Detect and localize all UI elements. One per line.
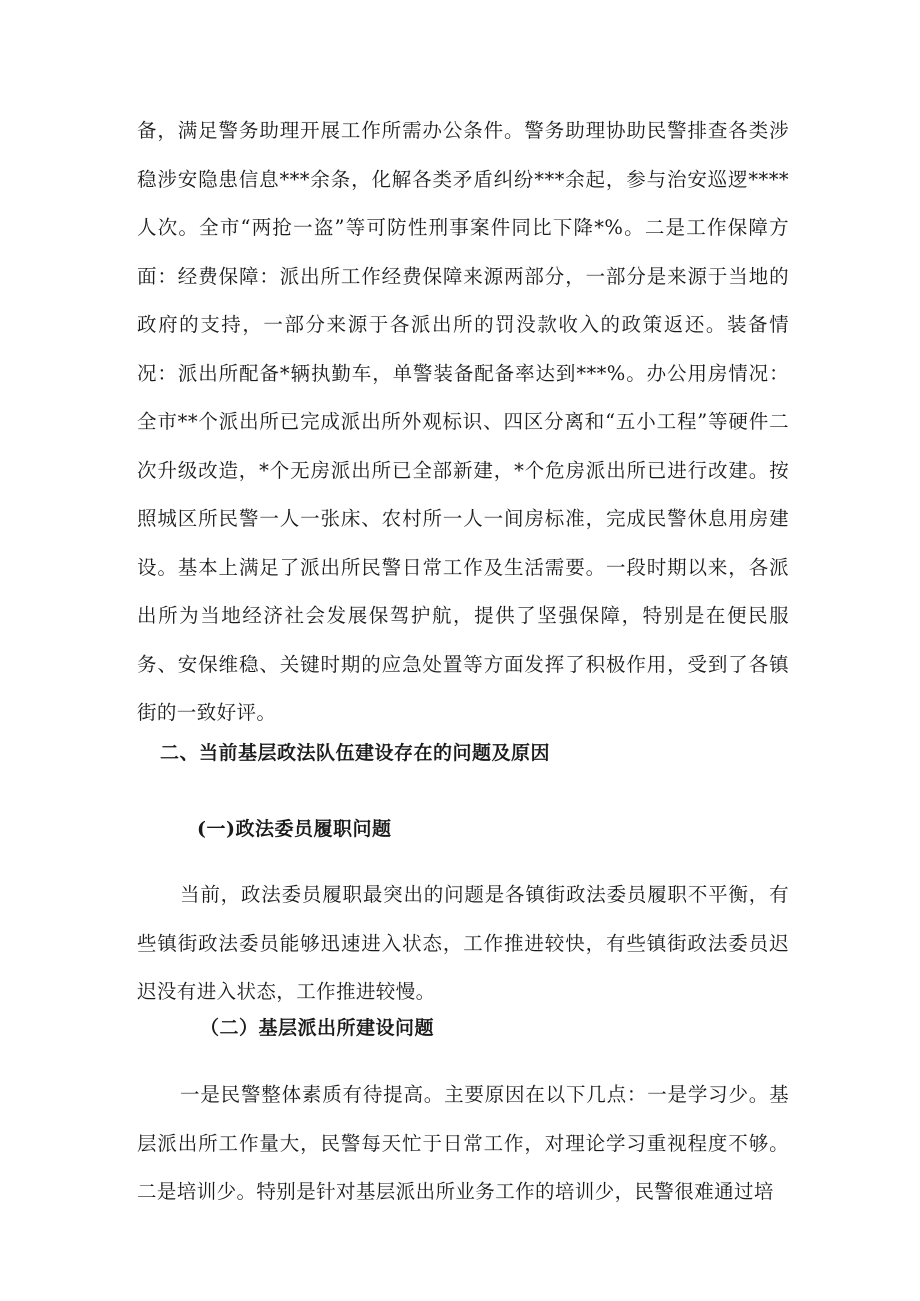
- body-paragraph-1: 备，满足警务助理开展工作所需办公条件。警务助理协助民警排查各类涉稳涉安隐患信息***余条，化解各类矛盾纠纷***余起，参与治安巡逻****人次。全市“两抢一盗”等可防性刑事案件同比下降*%。二是工作保障方面：经费保障：派出所工作经费保障来源两部分，一部分是来源于当地的政府的支持，一部分来源于各派出所的罚没款收入的政策返还。装备情况：派出所配备*辆执勤车，单警装备配备率达到***%。办公用房情况：全市**个派出所已完成派出所外观标识、四区分离和“五小工程”等硬件二次升级改造，*个无房派出所已全部新建，*个危房派出所已进行改建。按照城区所民警一人一张床、农村所一人一间房标准，完成民警休息用房建设。基本上满足了派出所民警日常工作及生活需要。一段时期以来，各派出所为当地经济社会发展保驾护航，提供了坚强保障，特别是在便民服务、安保维稳、关键时期的应急处置等方面发挥了积极作用，受到了各镇街的一致好评。: [137, 119, 789, 724]
- subheading-1: (一)政法委员履职问题: [197, 818, 392, 840]
- body-paragraph-2: 当前，政法委员履职最突出的问题是各镇街政法委员履职不平衡，有些镇街政法委员能够迅速进入状态，工作推进较快，有些镇街政法委员迟迟没有进入状态，工作推进较慢。: [137, 883, 789, 1003]
- section-heading: 二、当前基层政法队伍建设存在的问题及原因: [160, 742, 551, 764]
- subheading-2: （二）基层派出所建设问题: [200, 1017, 435, 1039]
- body-paragraph-3: 一是民警整体素质有待提高。主要原因在以下几点：一是学习少。基层派出所工作量大，民警每天忙于日常工作，对理论学习重视程度不够。二是培训少。特别是针对基层派出所业务工作的培训少，民警很难通过培: [137, 1083, 789, 1203]
